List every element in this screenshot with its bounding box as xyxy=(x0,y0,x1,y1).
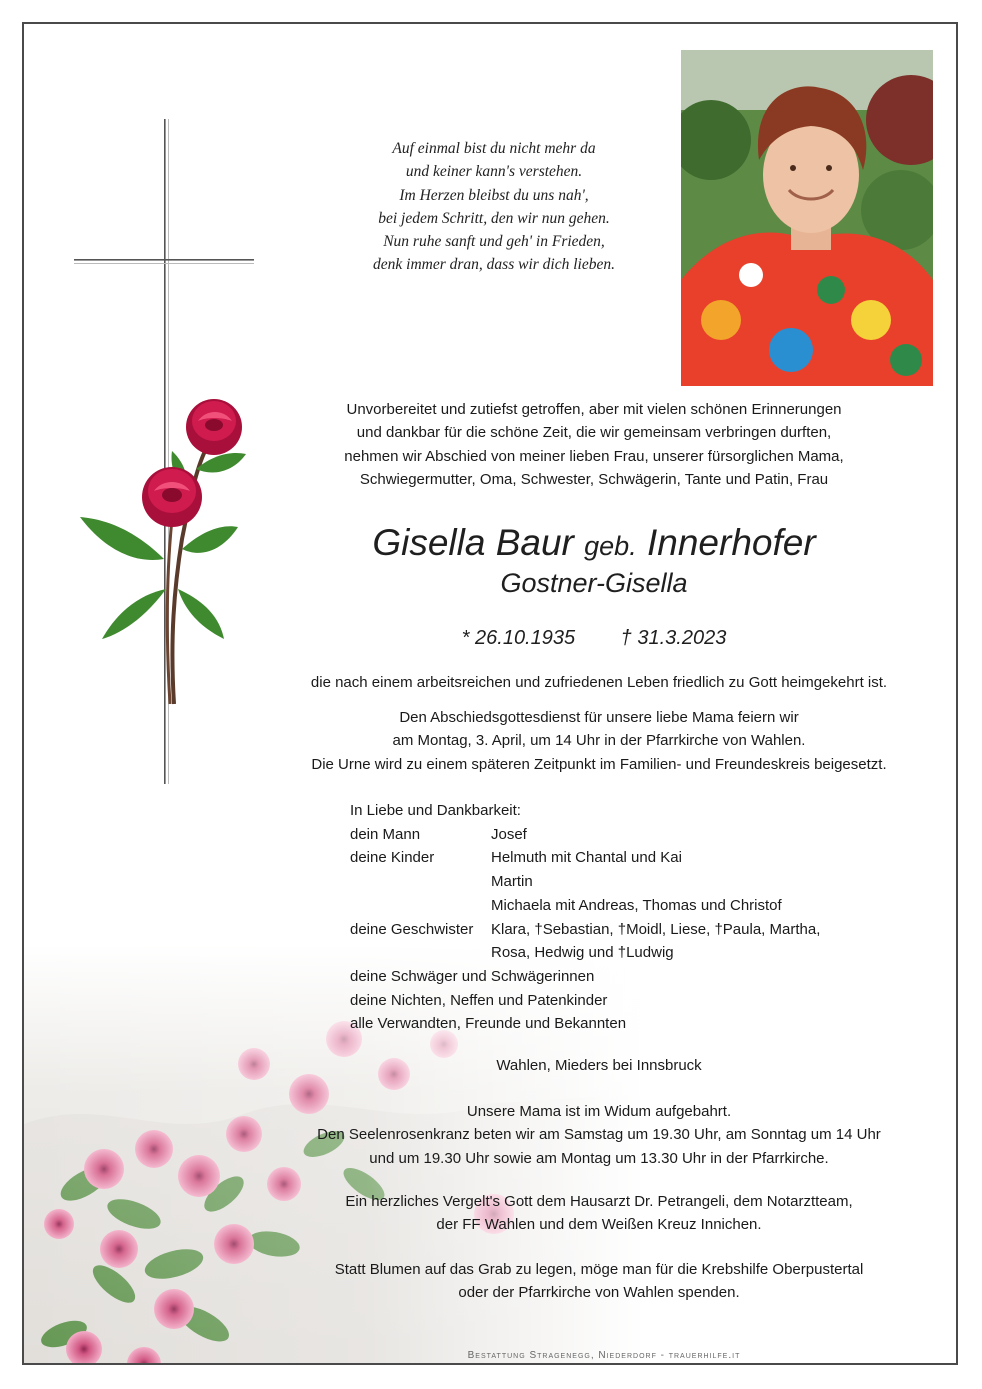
mourner-names xyxy=(607,989,910,1013)
mourner-relation xyxy=(350,941,491,965)
mourner-names: Michaela mit Andreas, Thomas und Christof xyxy=(491,896,782,914)
thanks-text: Ein herzliches Vergelt's Gott dem Hausarzt Dr. Petrangeli, dem Notarztteam, der FF Wahlen und dem Weißen Kreuz Innichen. xyxy=(345,1193,853,1234)
cross-with-roses-image xyxy=(74,119,274,784)
mourner-row xyxy=(350,870,910,894)
passing-text: die nach einem arbeitsreichen und zufriedenen Leben friedlich zu Gott heimgekehrt ist. xyxy=(310,674,888,691)
mourner-row xyxy=(350,965,910,989)
funeral-home-footer: Bestattung Stragenegg, Niederdorf - trauerhilfe.it xyxy=(467,1350,741,1361)
mourner-row xyxy=(350,918,910,942)
memorial-poem: Auf einmal bist du nicht mehr da und keiner kann's verstehen. Im Herzen bleibst du uns nah', bei jedem Schritt, den wir nun gehen. Nun ruhe sanft und geh' in Frieden, denk immer dran, dass wir dich lieben. xyxy=(373,140,615,274)
mourner-names: Klara, †Sebastian, †Moidl, Liese, †Paula, Martha, xyxy=(491,920,821,938)
deceased-first-last-name: Gisella Baur xyxy=(372,522,574,563)
maiden-name: Innerhofer xyxy=(646,522,816,563)
mourner-names: Rosa, Hedwig und †Ludwig xyxy=(491,944,674,962)
mourner-row xyxy=(350,941,910,965)
deceased-nickname: Gostner-Gisella xyxy=(500,568,688,598)
funeral-service-text: Den Abschiedsgottesdienst für unsere liebe Mama feiern wir am Montag, 3. April, um 14 Uhr in der Pfarrkirche von Wahlen. Die Urne wird zu einem späteren Zeitpunkt im Familien- und Freundeskreis beigesetzt. xyxy=(311,709,887,773)
mourner-row xyxy=(350,823,910,847)
mourner-row xyxy=(350,846,910,870)
mourner-row xyxy=(350,1012,910,1036)
intro-text: Unvorbereitet und zutiefst getroffen, aber mit vielen schönen Erinnerungen und dankbar für die schöne Zeit, die wir gemeinsam verbringen durften, nehmen wir Abschied von meiner lieben Frau, unserer fürsorglichen Mama, Schwiegermutter, Oma, Schwester, Schwägerin, Tante und Patin, Frau xyxy=(344,401,844,488)
mourner-names: Martin xyxy=(491,873,533,891)
life-dates xyxy=(274,625,914,651)
mourner-relation: deine Kinder xyxy=(350,849,435,867)
mourner-relation: deine Nichten, Neffen und Patenkinder xyxy=(350,991,608,1009)
mourner-relation xyxy=(350,894,491,918)
deceased-name xyxy=(274,521,914,568)
mourner-relation: alle Verwandten, Freunde und Bekannten xyxy=(350,1015,627,1033)
mourner-row xyxy=(350,989,910,1013)
viewing-prayer-text: Unsere Mama ist im Widum aufgebahrt. Den Seelenrosenkranz beten wir am Samstag um 19.30 Uhr, am Sonntag um 14 Uhr und um 19.30 Uhr sowie am Montag um 13.30 Uhr in der Pfarrkirche. xyxy=(317,1103,881,1167)
mourner-relation: deine Schwäger und Schwägerinnen xyxy=(350,967,595,985)
mourner-names: Josef xyxy=(491,825,527,843)
deceased-portrait-photo xyxy=(681,50,933,386)
mourner-relation xyxy=(350,870,491,894)
mourner-names xyxy=(594,965,910,989)
mourners-list xyxy=(350,799,910,1036)
mourner-names xyxy=(521,799,910,823)
mourner-names: Helmuth mit Chantal und Kai xyxy=(491,849,682,867)
birth-name-prefix: geb. xyxy=(584,531,637,561)
mourner-row xyxy=(350,799,910,823)
mourner-relation: In Liebe und Dankbarkeit: xyxy=(350,802,521,819)
mourner-relation: dein Mann xyxy=(350,825,421,843)
obituary-card xyxy=(22,22,958,1365)
birth-date: * 26.10.1935 xyxy=(461,627,576,649)
death-date: † 31.3.2023 xyxy=(620,627,727,649)
mourner-relation: deine Geschwister xyxy=(350,920,474,938)
mourner-names xyxy=(626,1012,910,1036)
mourner-row xyxy=(350,894,910,918)
place-text: Wahlen, Mieders bei Innsbruck xyxy=(496,1057,702,1074)
donation-text: Statt Blumen auf das Grab zu legen, möge man für die Krebshilfe Oberpustertal oder der Pfarrkirche von Wahlen spenden. xyxy=(334,1261,864,1302)
